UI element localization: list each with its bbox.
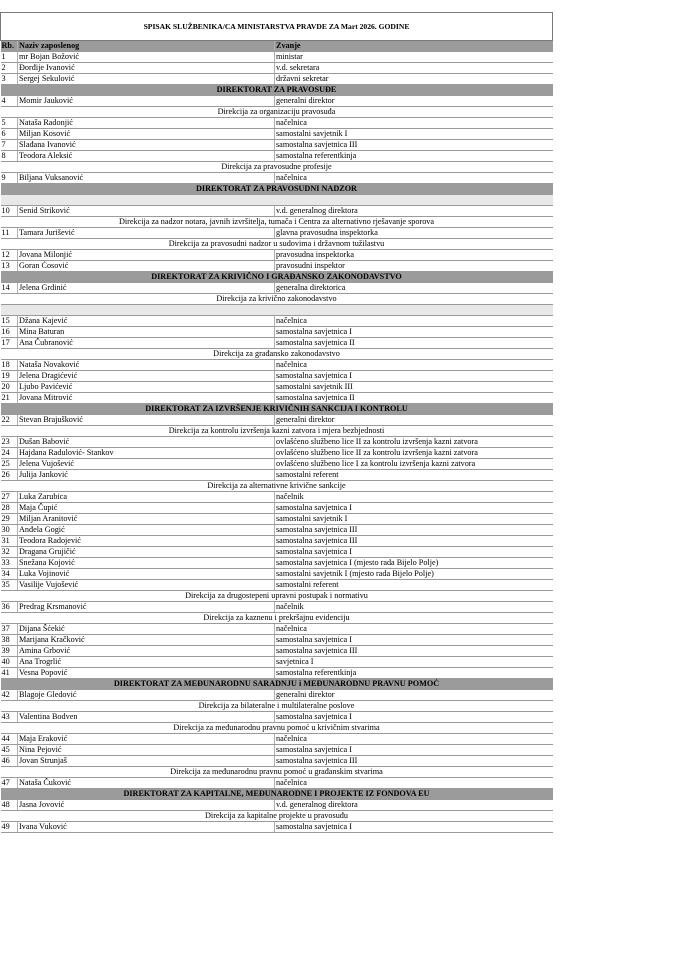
employee-name: Nataša Čuković: [18, 778, 275, 789]
document-title: SPISAK SLUŽBENIKA/CA MINISTARSTVA PRAVDE ZA Mart 2026. GODINE: [1, 13, 553, 41]
table-row: [1, 558, 553, 569]
blank-row: [1, 305, 553, 316]
table-row: [1, 250, 553, 261]
employee-role: samostalna savjetnica I: [275, 712, 553, 723]
employee-role: samostalna savjetnica I (mjesto rada Bijelo Polje): [275, 558, 553, 569]
row-number: 25: [1, 459, 18, 470]
employee-name: Ana Trogrlić: [18, 657, 275, 668]
employee-name: Momir Jauković: [18, 96, 275, 107]
employee-role: samostalna savjetnica III: [275, 646, 553, 657]
employee-role: samostalna savjetnica I: [275, 547, 553, 558]
row-number: 32: [1, 547, 18, 558]
division-header-row: [1, 426, 553, 437]
employee-name: Marijana Kračković: [18, 635, 275, 646]
division-title: Direkcija za bilateralne i multilateralne poslove: [1, 701, 553, 712]
row-number: 30: [1, 525, 18, 536]
table-row: [1, 470, 553, 481]
employee-name: Nina Pejović: [18, 745, 275, 756]
row-number: 28: [1, 503, 18, 514]
employee-name: Slađana Ivanović: [18, 140, 275, 151]
row-number: 14: [1, 283, 18, 294]
directorate-title: DIREKTORAT ZA MEĐUNARODNU SARADNJU i MEĐUNARODNU PRAVNU POMOĆ: [1, 679, 553, 690]
employee-name: Miljan Aranitović: [18, 514, 275, 525]
employee-role: samostalni savjetnik I: [275, 514, 553, 525]
employee-name: Julija Janković: [18, 470, 275, 481]
table-row: [1, 536, 553, 547]
table-row: [1, 459, 553, 470]
employee-name: Jelena Vujošević: [18, 459, 275, 470]
division-header-row: [1, 591, 553, 602]
table-row: [1, 624, 553, 635]
table-row: [1, 206, 553, 217]
division-title: Direkcija za međunarodnu pravnu pomoć u krivičnim stvarima: [1, 723, 553, 734]
row-number: 37: [1, 624, 18, 635]
employee-role: ovlašćeno službeno lice II za kontrolu izvršenja kazni zatvora: [275, 448, 553, 459]
row-number: 49: [1, 822, 18, 833]
table-row: [1, 800, 553, 811]
employee-role: načelnica: [275, 778, 553, 789]
employee-name: Ljubo Pavićević: [18, 382, 275, 393]
directorate-header-row: [1, 184, 553, 195]
row-number: 41: [1, 668, 18, 679]
employee-name: Hajdana Radulović- Stankov: [18, 448, 275, 459]
division-title: Direkcija za kapitalne projekte u pravosuđu: [1, 811, 553, 822]
table-row: [1, 151, 553, 162]
employee-name: Đorđije Ivanović: [18, 63, 275, 74]
blank-cell: [1, 195, 553, 206]
employee-role: samostalna savjetnica I: [275, 822, 553, 833]
employee-role: samostalna savjetnica I: [275, 635, 553, 646]
employee-role: samostalna savjetnica I: [275, 745, 553, 756]
division-title: Direkcija za kaznenu i prekršajnu evidenciju: [1, 613, 553, 624]
employee-name: Amina Grbović: [18, 646, 275, 657]
employee-role: načelnica: [275, 624, 553, 635]
table-row: [1, 778, 553, 789]
employee-role: samostalni savjetnik III: [275, 382, 553, 393]
row-number: 23: [1, 437, 18, 448]
employee-role: v.d. sekretara: [275, 63, 553, 74]
employee-name: Maja Eraković: [18, 734, 275, 745]
row-number: 12: [1, 250, 18, 261]
row-number: 31: [1, 536, 18, 547]
employee-role: samostalna savjetnica II: [275, 338, 553, 349]
employee-name: Maja Čupić: [18, 503, 275, 514]
row-number: 22: [1, 415, 18, 426]
table-row: [1, 437, 553, 448]
row-number: 43: [1, 712, 18, 723]
row-number: 7: [1, 140, 18, 151]
employee-role: samostalna savjetnica I: [275, 503, 553, 514]
employee-name: Goran Ćosović: [18, 261, 275, 272]
row-number: 1: [1, 52, 18, 63]
table-row: [1, 316, 553, 327]
table-row: [1, 415, 553, 426]
row-number: 3: [1, 74, 18, 85]
employee-name: Mina Baturan: [18, 327, 275, 338]
division-header-row: [1, 162, 553, 173]
division-title: Direkcija za pravosudni nadzor u sudovima i državnom tužilastvu: [1, 239, 553, 250]
table-row: [1, 514, 553, 525]
row-number: 15: [1, 316, 18, 327]
employee-role: samostalna referentkinja: [275, 668, 553, 679]
division-title: Direkcija za pravosudne profesije: [1, 162, 553, 173]
table-row: [1, 657, 553, 668]
table-row: [1, 52, 553, 63]
table-row: [1, 602, 553, 613]
table-row: [1, 382, 553, 393]
directorate-title: DIREKTORAT ZA IZVRŠENJE KRIVIČNIH SANKCIJA I KONTROLU: [1, 404, 553, 415]
division-header-row: [1, 239, 553, 250]
directorate-header-row: [1, 272, 553, 283]
employee-role: generalni direktor: [275, 415, 553, 426]
table-row: [1, 525, 553, 536]
row-number: 45: [1, 745, 18, 756]
employee-role: samostalni savjetnik I (mjesto rada Bijelo Polje): [275, 569, 553, 580]
row-number: 44: [1, 734, 18, 745]
employee-name: Dragana Grujičić: [18, 547, 275, 558]
row-number: 26: [1, 470, 18, 481]
employee-role: samostalna savjetnica I: [275, 327, 553, 338]
employee-name: Jelena Dragićević: [18, 371, 275, 382]
table-row: [1, 646, 553, 657]
division-title: Direkcija za nadzor notara, javnih izvršitelja, tumača i Centra za alternativno rješavanje sporova: [1, 217, 553, 228]
blank-row: [1, 195, 553, 206]
employee-name: Ivana Vuković: [18, 822, 275, 833]
employee-role: samostalna savjetnica III: [275, 536, 553, 547]
table-row: [1, 668, 553, 679]
division-title: Direkcija za međunarodnu pravnu pomoć u građanskim stvarima: [1, 767, 553, 778]
row-number: 29: [1, 514, 18, 525]
table-row: [1, 228, 553, 239]
row-number: 21: [1, 393, 18, 404]
employee-role: samostalni referent: [275, 470, 553, 481]
table-row: [1, 283, 553, 294]
employee-list-sheet: [0, 12, 552, 833]
employee-name: Dijana Šćekić: [18, 624, 275, 635]
employee-role: v.d. generalnog direktora: [275, 800, 553, 811]
table-row: [1, 712, 553, 723]
table-row: [1, 822, 553, 833]
row-number: 11: [1, 228, 18, 239]
table-row: [1, 74, 553, 85]
column-header-row: [1, 41, 553, 52]
employee-role: samostalni referent: [275, 580, 553, 591]
table-row: [1, 261, 553, 272]
division-title: Direkcija za građansko zakonodavstvo: [1, 349, 553, 360]
row-number: 19: [1, 371, 18, 382]
employee-role: načelnica: [275, 316, 553, 327]
table-row: [1, 635, 553, 646]
employee-name: Vasilije Vujošević: [18, 580, 275, 591]
title-row: [1, 13, 553, 41]
row-number: 38: [1, 635, 18, 646]
employee-role: ovlašćeno službeno lice II za kontrolu izvršenja kazni zatvora: [275, 437, 553, 448]
employee-role: samostalna savjetnica I: [275, 371, 553, 382]
employee-role: generalni direktor: [275, 690, 553, 701]
employee-name: Tamara Jurišević: [18, 228, 275, 239]
employee-role: samostalna savjetnica III: [275, 140, 553, 151]
table-row: [1, 63, 553, 74]
division-title: Direkcija za alternativne krivične sankcije: [1, 481, 553, 492]
table-row: [1, 393, 553, 404]
employee-role: savjetnica I: [275, 657, 553, 668]
division-title: Direkcija za kontrolu izvršenja kazni zatvora i mjera bezbjednosti: [1, 426, 553, 437]
table-row: [1, 547, 553, 558]
employee-role: samostalna referentkinja: [275, 151, 553, 162]
employee-name: Biljana Vuksanović: [18, 173, 275, 184]
employee-name: Teodora Aleksić: [18, 151, 275, 162]
table-row: [1, 338, 553, 349]
directorate-title: DIREKTORAT ZA PRAVOSUĐE: [1, 85, 553, 96]
header-name: Naziv zaposlenog: [18, 41, 275, 52]
table-row: [1, 371, 553, 382]
employee-role: samostalna savjetnica II: [275, 393, 553, 404]
employee-role: načelnica: [275, 360, 553, 371]
employee-name: Blagoje Gledović: [18, 690, 275, 701]
employee-name: Anđela Gogić: [18, 525, 275, 536]
table-row: [1, 140, 553, 151]
employee-name: Nataša Novaković: [18, 360, 275, 371]
table-row: [1, 118, 553, 129]
table-row: [1, 569, 553, 580]
table-row: [1, 690, 553, 701]
header-role: Zvanje: [275, 41, 553, 52]
employee-name: Ana Čubranović: [18, 338, 275, 349]
row-number: 6: [1, 129, 18, 140]
row-number: 34: [1, 569, 18, 580]
division-header-row: [1, 613, 553, 624]
employee-name: Jasna Jovović: [18, 800, 275, 811]
employee-name: Predrag Krsmanović: [18, 602, 275, 613]
employee-role: ovlašćeno službeno lice I za kontrolu izvršenja kazni zatvora: [275, 459, 553, 470]
directorate-title: DIREKTORAT ZA PRAVOSUDNI NADZOR: [1, 184, 553, 195]
table-row: [1, 745, 553, 756]
employee-role: generalni direktor: [275, 96, 553, 107]
header-rb: Rb.: [1, 41, 18, 52]
table-row: [1, 580, 553, 591]
employee-role: glavna pravosudna inspektorka: [275, 228, 553, 239]
row-number: 35: [1, 580, 18, 591]
table-row: [1, 492, 553, 503]
employee-name: Jovana Mitrović: [18, 393, 275, 404]
division-header-row: [1, 723, 553, 734]
employee-role: samostalni savjetnik I: [275, 129, 553, 140]
employee-name: Jovan Strunjaš: [18, 756, 275, 767]
row-number: 20: [1, 382, 18, 393]
division-header-row: [1, 481, 553, 492]
division-header-row: [1, 107, 553, 118]
employee-role: načelnica: [275, 118, 553, 129]
employee-name: Senid Striković: [18, 206, 275, 217]
table-row: [1, 360, 553, 371]
employee-name: Miljan Kosović: [18, 129, 275, 140]
blank-cell: [1, 305, 553, 316]
row-number: 46: [1, 756, 18, 767]
row-number: 27: [1, 492, 18, 503]
row-number: 17: [1, 338, 18, 349]
employee-name: Stevan Brajušković: [18, 415, 275, 426]
employee-name: Luka Zarubica: [18, 492, 275, 503]
division-header-row: [1, 767, 553, 778]
directorate-header-row: [1, 679, 553, 690]
row-number: 2: [1, 63, 18, 74]
row-number: 8: [1, 151, 18, 162]
table-row: [1, 129, 553, 140]
employee-name: Jovana Milonjić: [18, 250, 275, 261]
table-row: [1, 756, 553, 767]
employee-name: Dušan Babović: [18, 437, 275, 448]
table-row: [1, 96, 553, 107]
employee-table: [0, 12, 553, 833]
employee-role: pravosudna inspektorka: [275, 250, 553, 261]
employee-name: Sergej Sekulović: [18, 74, 275, 85]
directorate-header-row: [1, 85, 553, 96]
directorate-title: DIREKTORAT ZA KAPITALNE, MEĐUNARODNE I PROJEKTE IZ FONDOVA EU: [1, 789, 553, 800]
employee-role: državni sekretar: [275, 74, 553, 85]
row-number: 39: [1, 646, 18, 657]
division-header-row: [1, 349, 553, 360]
employee-name: Džana Kajević: [18, 316, 275, 327]
employee-name: Vesna Popović: [18, 668, 275, 679]
employee-name: Valentina Bodven: [18, 712, 275, 723]
row-number: 42: [1, 690, 18, 701]
division-header-row: [1, 217, 553, 228]
division-title: Direkcija za drugostepeni upravni postupak i normativu: [1, 591, 553, 602]
row-number: 5: [1, 118, 18, 129]
employee-role: pravosudni inspektor: [275, 261, 553, 272]
row-number: 47: [1, 778, 18, 789]
directorate-title: DIREKTORAT ZA KRIVIČNO I GRAĐANSKO ZAKONODAVSTVO: [1, 272, 553, 283]
row-number: 10: [1, 206, 18, 217]
directorate-header-row: [1, 789, 553, 800]
row-number: 24: [1, 448, 18, 459]
row-number: 4: [1, 96, 18, 107]
row-number: 33: [1, 558, 18, 569]
employee-role: samostalna savjetnica III: [275, 525, 553, 536]
employee-name: mr Bojan Božović: [18, 52, 275, 63]
table-row: [1, 734, 553, 745]
row-number: 9: [1, 173, 18, 184]
row-number: 48: [1, 800, 18, 811]
division-header-row: [1, 811, 553, 822]
table-row: [1, 173, 553, 184]
row-number: 40: [1, 657, 18, 668]
employee-name: Luka Vojinović: [18, 569, 275, 580]
directorate-header-row: [1, 404, 553, 415]
employee-name: Snežana Kojović: [18, 558, 275, 569]
employee-role: samostalna savjetnica III: [275, 756, 553, 767]
table-row: [1, 503, 553, 514]
employee-name: Nataša Radonjić: [18, 118, 275, 129]
employee-name: Teodora Radojević: [18, 536, 275, 547]
row-number: 13: [1, 261, 18, 272]
employee-role: ministar: [275, 52, 553, 63]
row-number: 18: [1, 360, 18, 371]
employee-role: načelnica: [275, 734, 553, 745]
division-title: Direkcija za krivično zakonodavstvo: [1, 294, 553, 305]
employee-role: v.d. generalnog direktora: [275, 206, 553, 217]
employee-table-body: [1, 13, 553, 833]
division-title: Direkcija za organizaciju pravosuđa: [1, 107, 553, 118]
employee-name: Jelena Grdinić: [18, 283, 275, 294]
table-row: [1, 448, 553, 459]
division-header-row: [1, 701, 553, 712]
employee-role: generalna direktorica: [275, 283, 553, 294]
employee-role: načelnica: [275, 173, 553, 184]
division-header-row: [1, 294, 553, 305]
row-number: 36: [1, 602, 18, 613]
employee-role: načelnik: [275, 602, 553, 613]
table-row: [1, 327, 553, 338]
row-number: 16: [1, 327, 18, 338]
employee-role: načelnik: [275, 492, 553, 503]
